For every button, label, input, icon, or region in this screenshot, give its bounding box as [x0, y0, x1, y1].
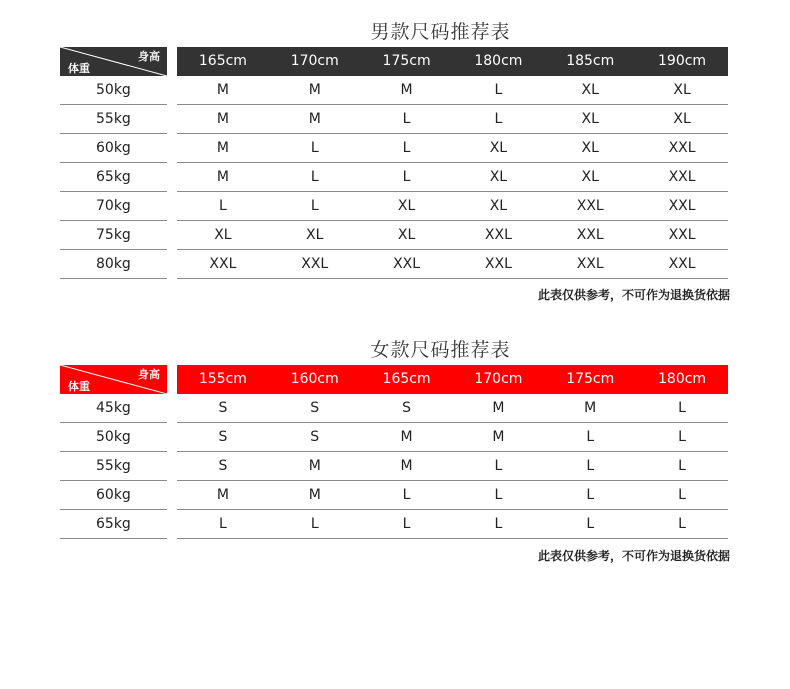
size-cell: XXL — [576, 227, 604, 243]
size-cell: L — [219, 198, 227, 214]
women-size-grid — [177, 394, 728, 539]
women-weight-column — [60, 394, 167, 539]
table-row — [177, 134, 728, 163]
size-cell: L — [494, 487, 503, 503]
size-cell: L — [494, 458, 503, 474]
size-cell: L — [494, 111, 503, 127]
women-weight-cell: 45kg — [60, 394, 167, 423]
size-cell: XXL — [576, 256, 604, 272]
size-cell: M — [584, 400, 597, 416]
size-cell: L — [310, 140, 319, 156]
men-height-col-5: 185cm — [566, 53, 615, 69]
table-row — [177, 105, 728, 134]
table-row — [177, 221, 728, 250]
size-cell: M — [216, 111, 229, 127]
size-cell: XL — [673, 111, 691, 127]
men-height-col-4: 180cm — [474, 53, 523, 69]
women-weight-cell: 55kg — [60, 452, 167, 481]
women-height-col-1: 155cm — [198, 371, 247, 387]
size-cell: XL — [397, 198, 416, 214]
size-cell: L — [402, 487, 411, 503]
size-cell: M — [492, 429, 505, 445]
size-cell: XXL — [668, 140, 696, 156]
women-disclaimer-note: 此表仅供参考，不可作为退换货依据 — [537, 549, 730, 563]
size-cell: XL — [489, 198, 508, 214]
size-cell: M — [400, 458, 413, 474]
size-cell: L — [678, 487, 686, 503]
size-cell: XXL — [301, 256, 329, 272]
size-cell: S — [218, 458, 228, 474]
men-corner-weight-label: 体重 — [68, 62, 90, 75]
men-corner-height-label: 身高 — [138, 50, 160, 63]
size-cell: L — [402, 516, 411, 532]
size-cell: S — [310, 400, 320, 416]
size-cell: XXL — [668, 256, 696, 272]
men-height-header — [177, 47, 728, 76]
size-cell: XXL — [393, 256, 421, 272]
size-cell: M — [308, 487, 321, 503]
women-weight-cell: 65kg — [60, 510, 167, 539]
women-weight-cell: 50kg — [60, 423, 167, 452]
table-row — [177, 394, 728, 423]
size-cell: L — [402, 111, 411, 127]
size-cell: M — [308, 111, 321, 127]
table-row — [177, 423, 728, 452]
men-height-col-1: 165cm — [198, 53, 247, 69]
men-weight-column — [60, 76, 167, 279]
size-cell: L — [678, 458, 686, 474]
size-cell: L — [586, 487, 595, 503]
size-cell: XXL — [668, 198, 696, 214]
size-cell: S — [310, 429, 320, 445]
table-row — [177, 192, 728, 221]
size-cell: XL — [489, 169, 508, 185]
men-weight-cell: 70kg — [60, 192, 167, 221]
women-table-title: 女款尺码推荐表 — [370, 339, 511, 361]
size-cell: XL — [306, 227, 324, 243]
men-height-col-6: 190cm — [658, 53, 707, 69]
size-cell: L — [678, 516, 686, 532]
table-row — [177, 76, 728, 105]
table-row — [177, 510, 728, 539]
size-cell: XXL — [209, 256, 237, 272]
men-weight-cell: 80kg — [60, 250, 167, 279]
size-cell: L — [678, 429, 686, 445]
men-weight-cell: 75kg — [60, 221, 167, 250]
women-height-header — [177, 365, 728, 394]
women-height-col-2: 160cm — [290, 371, 339, 387]
size-cell: XL — [581, 82, 599, 98]
women-corner-header — [60, 365, 167, 394]
women-height-col-5: 175cm — [566, 371, 615, 387]
size-cell: M — [400, 429, 413, 445]
size-cell: XL — [397, 227, 416, 243]
size-cell: M — [216, 140, 229, 156]
size-cell: L — [494, 82, 503, 98]
size-cell: L — [586, 458, 595, 474]
size-cell: XL — [581, 140, 599, 156]
size-cell: S — [402, 400, 412, 416]
size-cell: M — [308, 82, 321, 98]
table-row — [177, 163, 728, 192]
table-row — [177, 452, 728, 481]
size-cell: L — [402, 169, 411, 185]
size-cell: L — [586, 429, 595, 445]
size-cell: L — [402, 140, 411, 156]
size-cell: M — [308, 458, 321, 474]
women-corner-height-label: 身高 — [138, 368, 160, 381]
size-cell: L — [494, 516, 503, 532]
men-weight-cell: 55kg — [60, 105, 167, 134]
men-table-title: 男款尺码推荐表 — [370, 21, 511, 43]
size-cell: M — [492, 400, 505, 416]
men-disclaimer-note: 此表仅供参考，不可作为退换货依据 — [537, 288, 730, 302]
size-cell: L — [586, 516, 595, 532]
size-cell: XL — [581, 111, 599, 127]
size-cell: L — [219, 516, 227, 532]
men-height-col-2: 170cm — [290, 53, 339, 69]
men-corner-header — [60, 47, 167, 76]
size-cell: L — [678, 400, 686, 416]
women-corner-weight-label: 体重 — [68, 380, 90, 393]
table-row — [177, 250, 728, 279]
size-cell: L — [310, 169, 319, 185]
size-cell: XL — [581, 169, 599, 185]
size-cell: XXL — [484, 256, 512, 272]
size-cell: XXL — [576, 198, 604, 214]
size-cell: L — [310, 516, 319, 532]
men-weight-cell: 50kg — [60, 76, 167, 105]
size-cell: L — [310, 198, 319, 214]
size-cell: M — [216, 487, 229, 503]
women-weight-cell: 60kg — [60, 481, 167, 510]
size-cell: XL — [489, 140, 508, 156]
women-height-col-4: 170cm — [474, 371, 523, 387]
size-cell: XXL — [668, 227, 696, 243]
size-cell: M — [216, 82, 229, 98]
women-height-col-3: 165cm — [382, 371, 431, 387]
size-cell: XL — [673, 82, 691, 98]
size-cell: M — [216, 169, 229, 185]
table-row — [177, 481, 728, 510]
size-cell: XXL — [484, 227, 512, 243]
size-cell: M — [400, 82, 413, 98]
men-size-grid — [177, 76, 728, 279]
size-cell: XXL — [668, 169, 696, 185]
men-weight-cell: 65kg — [60, 163, 167, 192]
size-cell: S — [218, 429, 228, 445]
size-cell: S — [218, 400, 228, 416]
men-weight-cell: 60kg — [60, 134, 167, 163]
women-height-col-6: 180cm — [658, 371, 707, 387]
men-height-col-3: 175cm — [382, 53, 431, 69]
size-cell: XL — [214, 227, 232, 243]
